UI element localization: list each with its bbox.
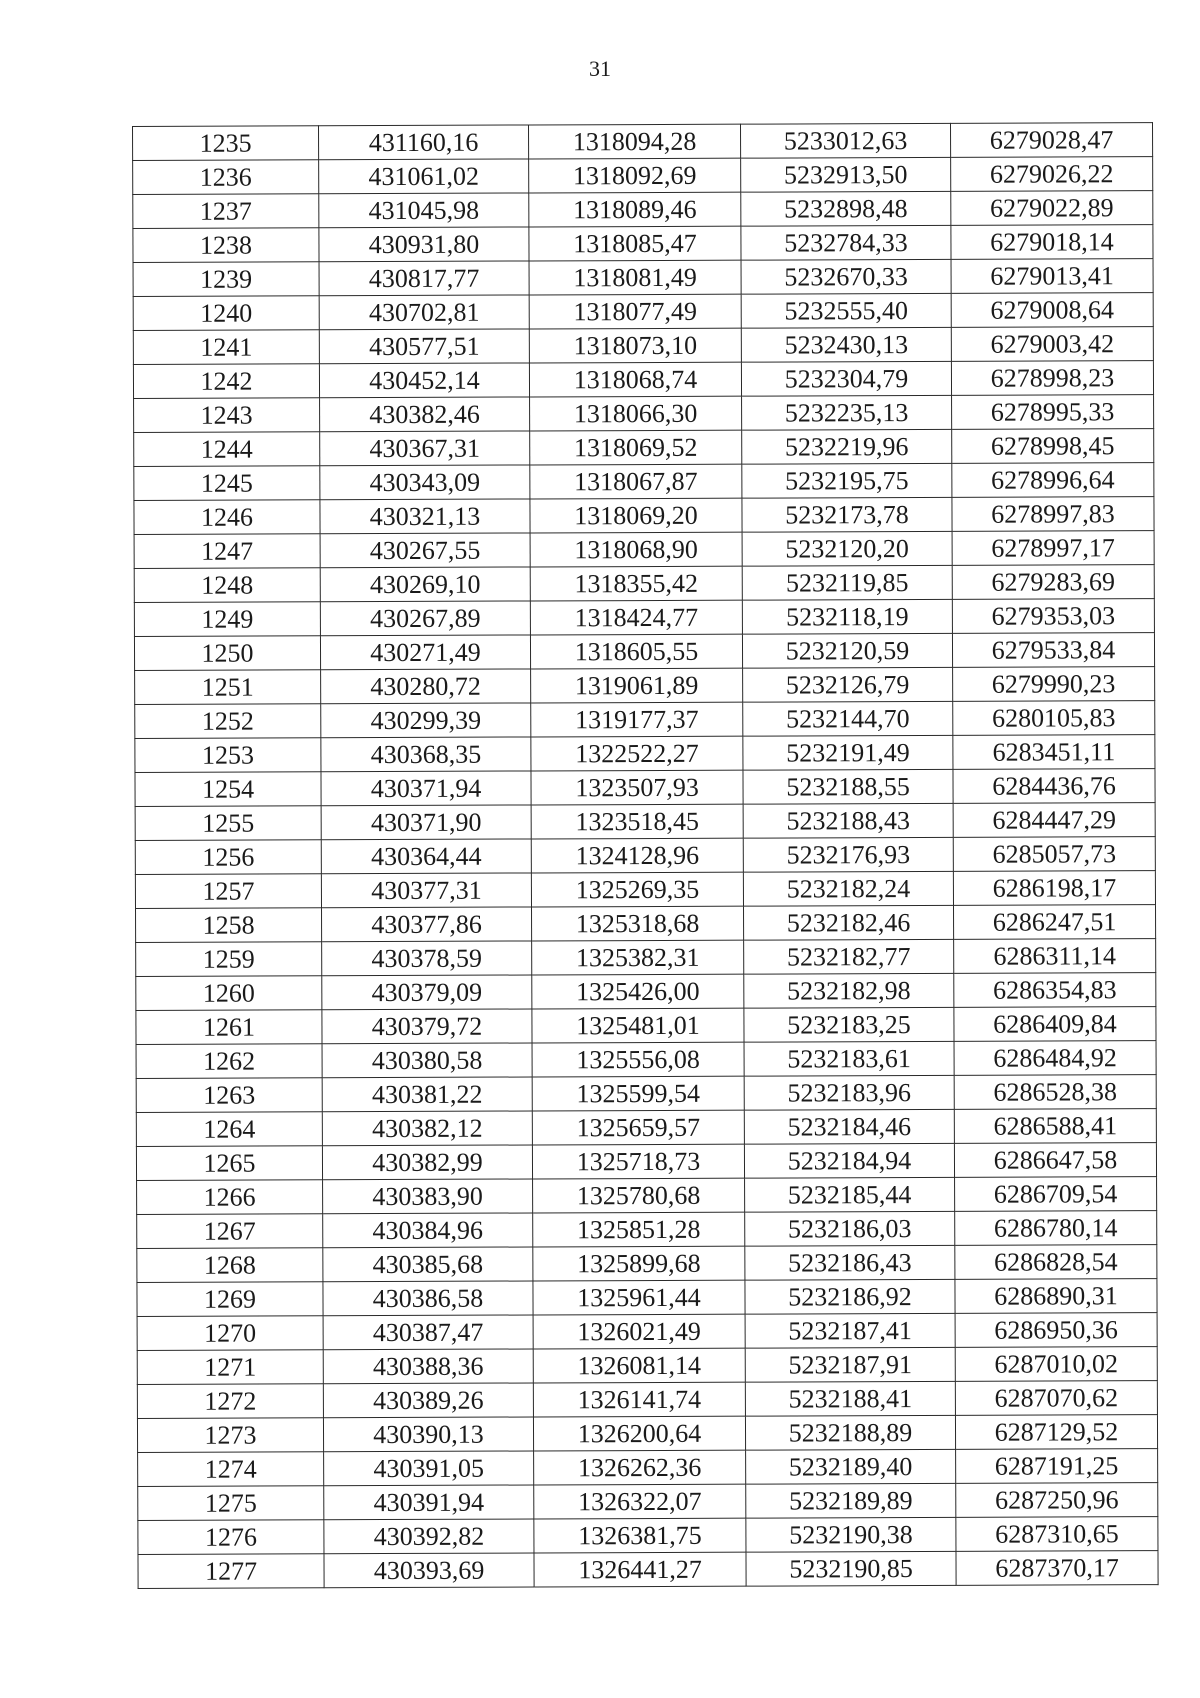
coord-a-cell: 430377,31 [321,873,531,908]
point-number-cell: 1244 [134,432,320,467]
coord-d-cell: 6287310,65 [956,1517,1158,1552]
coord-a-cell: 430380,58 [322,1043,532,1078]
point-number-cell: 1257 [135,874,321,909]
coord-d-cell: 6286588,41 [954,1109,1156,1144]
coord-d-cell: 6287070,62 [955,1381,1157,1416]
table-row [133,123,1153,161]
coord-a-cell: 430280,72 [321,669,531,704]
coord-a-cell: 430817,77 [319,261,529,296]
coord-b-cell: 1325899,68 [533,1246,745,1281]
table-row [137,1245,1157,1283]
coord-c-cell: 5232186,92 [745,1279,955,1314]
table-row [135,837,1155,875]
coord-b-cell: 1318085,47 [529,226,741,261]
coord-a-cell: 430382,99 [322,1145,532,1180]
point-number-cell: 1237 [133,194,319,229]
point-number-cell: 1241 [133,330,319,365]
table-row [134,395,1154,433]
coord-d-cell: 6279018,14 [951,225,1153,260]
table-row [137,1381,1157,1419]
coord-a-cell: 430271,49 [320,635,530,670]
table-row [137,1211,1157,1249]
coord-d-cell: 6287010,02 [955,1347,1157,1382]
coord-a-cell: 430931,80 [319,227,529,262]
point-number-cell: 1272 [137,1384,323,1419]
coord-b-cell: 1318068,90 [530,532,742,567]
coord-a-cell: 430386,58 [323,1281,533,1316]
coord-c-cell: 5233012,63 [740,123,950,158]
coord-a-cell: 430299,39 [321,703,531,738]
coord-a-cell: 430577,51 [319,329,529,364]
coord-d-cell: 6278997,17 [952,531,1154,566]
table-row [133,157,1153,195]
coord-a-cell: 430367,31 [320,431,530,466]
point-number-cell: 1242 [133,364,319,399]
coord-b-cell: 1325481,01 [532,1008,744,1043]
table-row [135,701,1155,739]
table-row [134,633,1154,671]
coord-a-cell: 430387,47 [323,1315,533,1350]
coord-b-cell: 1325556,08 [532,1042,744,1077]
coord-b-cell: 1325318,68 [532,906,744,941]
coord-c-cell: 5232144,70 [743,701,953,736]
table-row [134,531,1154,569]
coord-a-cell: 431061,02 [319,159,529,194]
coord-d-cell: 6279008,64 [951,293,1153,328]
coord-c-cell: 5232176,93 [743,837,953,872]
table-row [136,1007,1156,1045]
coord-d-cell: 6287191,25 [956,1449,1158,1484]
coord-a-cell: 430702,81 [319,295,529,330]
coord-d-cell: 6286528,38 [954,1075,1156,1110]
coord-c-cell: 5232189,89 [746,1483,956,1518]
point-number-cell: 1266 [137,1180,323,1215]
coord-a-cell: 430383,90 [323,1179,533,1214]
coord-d-cell: 6279353,03 [952,599,1154,634]
coord-d-cell: 6283451,11 [953,735,1155,770]
coord-a-cell: 430391,94 [324,1485,534,1520]
point-number-cell: 1268 [137,1248,323,1283]
coord-a-cell: 430391,05 [324,1451,534,1486]
coord-c-cell: 5232913,50 [741,157,951,192]
point-number-cell: 1261 [136,1010,322,1045]
coord-b-cell: 1318069,52 [530,430,742,465]
coord-a-cell: 431045,98 [319,193,529,228]
table-row [137,1279,1157,1317]
coord-d-cell: 6286354,83 [954,973,1156,1008]
point-number-cell: 1267 [137,1214,323,1249]
coord-d-cell: 6284436,76 [953,769,1155,804]
coord-a-cell: 431160,16 [319,125,529,160]
table-row [138,1483,1158,1521]
table-row [135,871,1155,909]
coord-a-cell: 430388,36 [323,1349,533,1384]
coord-c-cell: 5232235,13 [742,395,952,430]
coord-d-cell: 6279990,23 [953,667,1155,702]
coord-b-cell: 1318355,42 [530,566,742,601]
coord-c-cell: 5232173,78 [742,497,952,532]
table-row [133,191,1153,229]
table-row [138,1449,1158,1487]
point-number-cell: 1247 [134,534,320,569]
coord-a-cell: 430368,35 [321,737,531,772]
table-row [136,1109,1156,1147]
point-number-cell: 1260 [136,976,322,1011]
coord-a-cell: 430378,59 [322,941,532,976]
coord-b-cell: 1326381,75 [534,1518,746,1553]
coord-d-cell: 6286484,92 [954,1041,1156,1076]
coord-c-cell: 5232182,98 [744,973,954,1008]
coord-c-cell: 5232118,19 [742,599,952,634]
table-row [137,1347,1157,1385]
table-row [133,361,1153,399]
point-number-cell: 1245 [134,466,320,501]
coord-d-cell: 6278998,45 [952,429,1154,464]
coord-c-cell: 5232119,85 [742,565,952,600]
table-row [135,667,1155,705]
coord-b-cell: 1318605,55 [530,634,742,669]
point-number-cell: 1276 [138,1520,324,1555]
coord-a-cell: 430379,72 [322,1009,532,1044]
coord-b-cell: 1318094,28 [528,124,740,159]
coord-d-cell: 6279003,42 [951,327,1153,362]
coord-a-cell: 430269,10 [320,567,530,602]
coord-a-cell: 430392,82 [324,1519,534,1554]
coord-c-cell: 5232190,85 [746,1551,956,1586]
coord-b-cell: 1322522,27 [531,736,743,771]
coord-a-cell: 430321,13 [320,499,530,534]
coord-d-cell: 6285057,73 [953,837,1155,872]
coord-b-cell: 1326081,14 [533,1348,745,1383]
coord-b-cell: 1318067,87 [530,464,742,499]
coord-b-cell: 1318066,30 [530,396,742,431]
coord-c-cell: 5232182,24 [743,871,953,906]
point-number-cell: 1251 [135,670,321,705]
coord-a-cell: 430381,22 [322,1077,532,1112]
coord-d-cell: 6286780,14 [955,1211,1157,1246]
coord-d-cell: 6279026,22 [951,157,1153,192]
coord-d-cell: 6286709,54 [955,1177,1157,1212]
coord-d-cell: 6278996,64 [952,463,1154,498]
coord-c-cell: 5232126,79 [743,667,953,702]
table-row [133,293,1153,331]
point-number-cell: 1274 [138,1452,324,1487]
coord-c-cell: 5232555,40 [741,293,951,328]
table-row [135,769,1155,807]
coord-c-cell: 5232184,46 [744,1109,954,1144]
table-row [138,1517,1158,1555]
coord-c-cell: 5232191,49 [743,735,953,770]
coord-a-cell: 430452,14 [319,363,529,398]
point-number-cell: 1271 [137,1350,323,1385]
coord-c-cell: 5232182,46 [744,905,954,940]
point-number-cell: 1240 [133,296,319,331]
coord-c-cell: 5232670,33 [741,259,951,294]
coord-b-cell: 1326322,07 [534,1484,746,1519]
point-number-cell: 1250 [134,636,320,671]
coord-b-cell: 1318424,77 [530,600,742,635]
point-number-cell: 1236 [133,160,319,195]
point-number-cell: 1246 [134,500,320,535]
coord-c-cell: 5232187,91 [745,1347,955,1382]
coordinates-table-body [133,123,1159,1589]
coord-c-cell: 5232304,79 [741,361,951,396]
coord-a-cell: 430379,09 [322,975,532,1010]
coord-d-cell: 6279022,89 [951,191,1153,226]
coord-b-cell: 1325382,31 [532,940,744,975]
point-number-cell: 1253 [135,738,321,773]
coord-c-cell: 5232120,59 [742,633,952,668]
coord-d-cell: 6279028,47 [950,123,1152,158]
table-row [134,429,1154,467]
coord-d-cell: 6286247,51 [953,905,1155,940]
coord-a-cell: 430385,68 [323,1247,533,1282]
coord-d-cell: 6287370,17 [956,1551,1158,1586]
coord-d-cell: 6286950,36 [955,1313,1157,1348]
coord-d-cell: 6284447,29 [953,803,1155,838]
point-number-cell: 1269 [137,1282,323,1317]
coord-a-cell: 430384,96 [323,1213,533,1248]
coord-d-cell: 6280105,83 [953,701,1155,736]
coord-b-cell: 1318069,20 [530,498,742,533]
coord-b-cell: 1318089,46 [529,192,741,227]
point-number-cell: 1270 [137,1316,323,1351]
coord-d-cell: 6278995,33 [952,395,1154,430]
coord-c-cell: 5232182,77 [744,939,954,974]
coord-c-cell: 5232183,25 [744,1007,954,1042]
coord-c-cell: 5232784,33 [741,225,951,260]
coord-d-cell: 6287250,96 [956,1483,1158,1518]
coord-b-cell: 1326141,74 [533,1382,745,1417]
table-row [134,463,1154,501]
coord-b-cell: 1325269,35 [531,872,743,907]
point-number-cell: 1254 [135,772,321,807]
coord-d-cell: 6279533,84 [952,633,1154,668]
coord-d-cell: 6287129,52 [955,1415,1157,1450]
point-number-cell: 1238 [133,228,319,263]
coord-b-cell: 1318073,10 [529,328,741,363]
coord-c-cell: 5232188,55 [743,769,953,804]
coord-d-cell: 6278997,83 [952,497,1154,532]
coord-c-cell: 5232185,44 [745,1177,955,1212]
coord-b-cell: 1325961,44 [533,1280,745,1315]
coord-b-cell: 1325599,54 [532,1076,744,1111]
table-row [136,1041,1156,1079]
coordinates-table [132,122,1159,1589]
coord-c-cell: 5232195,75 [742,463,952,498]
coord-b-cell: 1324128,96 [531,838,743,873]
coord-c-cell: 5232189,40 [746,1449,956,1484]
table-row [133,225,1153,263]
table-row [137,1313,1157,1351]
coord-c-cell: 5232120,20 [742,531,952,566]
point-number-cell: 1264 [136,1112,322,1147]
coord-b-cell: 1326262,36 [534,1450,746,1485]
page-number: 31 [589,56,611,81]
coord-b-cell: 1326021,49 [533,1314,745,1349]
coord-d-cell: 6286828,54 [955,1245,1157,1280]
table-row [134,599,1154,637]
coord-d-cell: 6279283,69 [952,565,1154,600]
table-row [137,1415,1157,1453]
coord-b-cell: 1319061,89 [531,668,743,703]
point-number-cell: 1259 [136,942,322,977]
coord-d-cell: 6286647,58 [954,1143,1156,1178]
point-number-cell: 1239 [133,262,319,297]
coord-c-cell: 5232430,13 [741,327,951,362]
coord-a-cell: 430389,26 [323,1383,533,1418]
coord-d-cell: 6278998,23 [951,361,1153,396]
coord-a-cell: 430377,86 [322,907,532,942]
coord-b-cell: 1325851,28 [533,1212,745,1247]
point-number-cell: 1262 [136,1044,322,1079]
coord-a-cell: 430390,13 [323,1417,533,1452]
point-number-cell: 1249 [134,602,320,637]
point-number-cell: 1265 [136,1146,322,1181]
table-row [136,973,1156,1011]
coord-c-cell: 5232186,43 [745,1245,955,1280]
coord-b-cell: 1326441,27 [534,1552,746,1587]
table-row [136,905,1156,943]
point-number-cell: 1273 [137,1418,323,1453]
coord-c-cell: 5232898,48 [741,191,951,226]
coord-d-cell: 6286890,31 [955,1279,1157,1314]
point-number-cell: 1277 [138,1554,324,1589]
point-number-cell: 1256 [135,840,321,875]
coord-c-cell: 5232183,61 [744,1041,954,1076]
point-number-cell: 1252 [135,704,321,739]
coord-b-cell: 1325718,73 [532,1144,744,1179]
coord-b-cell: 1325659,57 [532,1110,744,1145]
coord-c-cell: 5232190,38 [746,1517,956,1552]
coord-a-cell: 430382,46 [320,397,530,432]
coord-b-cell: 1323518,45 [531,804,743,839]
coord-c-cell: 5232219,96 [742,429,952,464]
coord-d-cell: 6286311,14 [954,939,1156,974]
coord-b-cell: 1325426,00 [532,974,744,1009]
coord-a-cell: 430382,12 [322,1111,532,1146]
point-number-cell: 1263 [136,1078,322,1113]
table-row [133,327,1153,365]
point-number-cell: 1235 [133,126,319,161]
coord-b-cell: 1318081,49 [529,260,741,295]
coord-b-cell: 1323507,93 [531,770,743,805]
coord-b-cell: 1319177,37 [531,702,743,737]
coord-d-cell: 6279013,41 [951,259,1153,294]
coord-c-cell: 5232186,03 [745,1211,955,1246]
coord-a-cell: 430371,94 [321,771,531,806]
coord-b-cell: 1318077,49 [529,294,741,329]
point-number-cell: 1255 [135,806,321,841]
point-number-cell: 1248 [134,568,320,603]
coord-c-cell: 5232188,43 [743,803,953,838]
coord-c-cell: 5232184,94 [744,1143,954,1178]
table-row [137,1177,1157,1215]
point-number-cell: 1243 [134,398,320,433]
table-row [135,735,1155,773]
table-row [136,1143,1156,1181]
coord-c-cell: 5232188,89 [745,1415,955,1450]
coord-b-cell: 1326200,64 [533,1416,745,1451]
table-row [136,939,1156,977]
coord-a-cell: 430371,90 [321,805,531,840]
point-number-cell: 1275 [138,1486,324,1521]
point-number-cell: 1258 [136,908,322,943]
coord-a-cell: 430393,69 [324,1553,534,1588]
coord-d-cell: 6286198,17 [953,871,1155,906]
coord-a-cell: 430267,89 [320,601,530,636]
coord-c-cell: 5232183,96 [744,1075,954,1110]
table-row [134,565,1154,603]
coord-b-cell: 1325780,68 [533,1178,745,1213]
table-row [134,497,1154,535]
table-row [133,259,1153,297]
coord-c-cell: 5232188,41 [745,1381,955,1416]
coord-c-cell: 5232187,41 [745,1313,955,1348]
coord-a-cell: 430343,09 [320,465,530,500]
table-row [138,1551,1158,1589]
coord-b-cell: 1318068,74 [529,362,741,397]
table-row [136,1075,1156,1113]
coord-d-cell: 6286409,84 [954,1007,1156,1042]
table-row [135,803,1155,841]
coord-a-cell: 430364,44 [321,839,531,874]
coord-a-cell: 430267,55 [320,533,530,568]
coord-b-cell: 1318092,69 [529,158,741,193]
